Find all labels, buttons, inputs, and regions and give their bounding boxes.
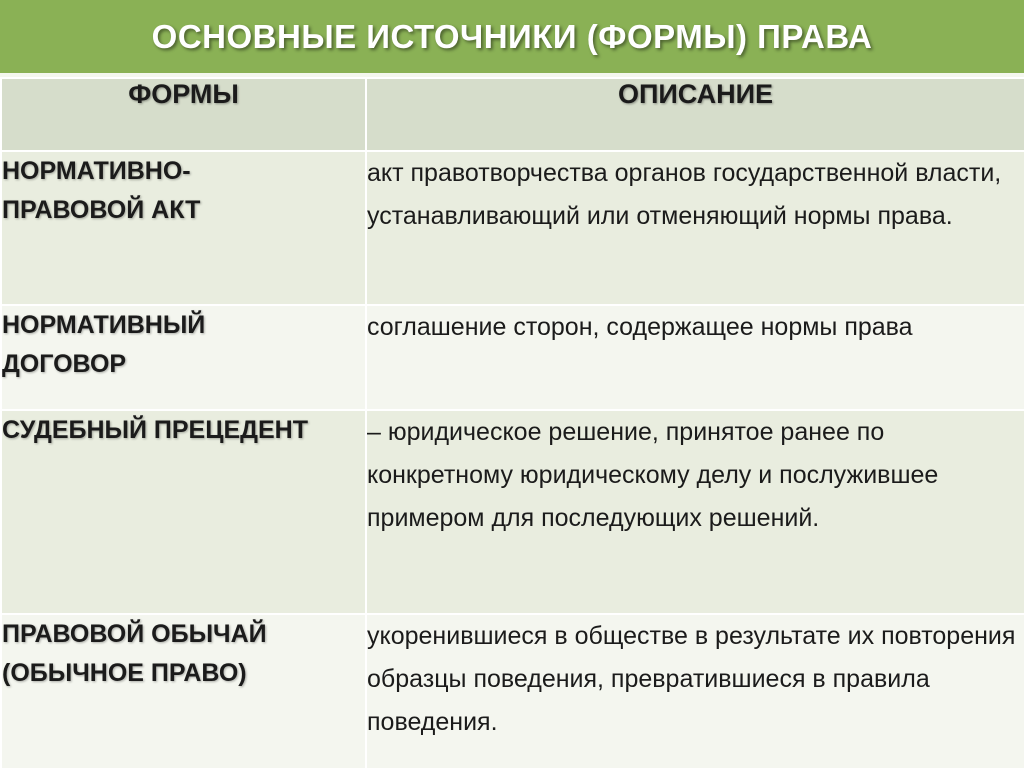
form-cell: НОРМАТИВНО-ПРАВОВОЙ АКТ <box>1 151 366 305</box>
description-cell: – юридическое решение, принятое ранее по конкретному юридическому делу и послужившее примером для последующих решений. <box>366 410 1024 614</box>
table-row <box>1 151 1024 305</box>
header-forms: ФОРМЫ <box>1 78 366 151</box>
table-row <box>1 305 1024 410</box>
description-cell: соглашение сторон, содержащее нормы права <box>366 305 1024 410</box>
table-row <box>1 614 1024 769</box>
description-cell: укоренившиеся в обществе в результате их повторения образцы поведения, превратившиеся в правила поведения. <box>366 614 1024 769</box>
sources-of-law-table <box>0 77 1024 770</box>
form-cell: СУДЕБНЫЙ ПРЕЦЕДЕНТ <box>1 410 366 614</box>
header-description: ОПИСАНИЕ <box>366 78 1024 151</box>
slide-title: ОСНОВНЫЕ ИСТОЧНИКИ (ФОРМЫ) ПРАВА <box>151 17 873 55</box>
table-header-row <box>1 78 1024 151</box>
description-cell: акт правотворчества органов государственной власти, устанавливающий или отменяющий нормы права. <box>366 151 1024 305</box>
table-row <box>1 410 1024 614</box>
form-cell: ПРАВОВОЙ ОБЫЧАЙ (ОБЫЧНОЕ ПРАВО) <box>1 614 366 769</box>
slide-title-bar <box>0 0 1024 73</box>
form-cell: НОРМАТИВНЫЙ ДОГОВОР <box>1 305 366 410</box>
